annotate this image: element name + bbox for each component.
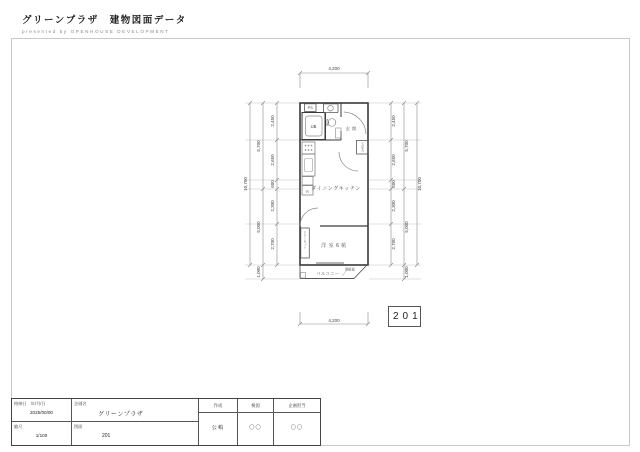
dim-right-balcony: 1,000 xyxy=(404,266,409,278)
dim-left-upper: 5,700 xyxy=(256,140,261,152)
room-label-closet: クローゼット xyxy=(303,231,307,249)
dim-left-seg1: 2,450 xyxy=(270,115,275,127)
partition-leader-line xyxy=(342,271,346,276)
room-label-entrance: 玄関 xyxy=(345,126,359,131)
dim-right-seg5: 2,700 xyxy=(391,238,396,250)
dim-top: 4,200 xyxy=(328,66,340,71)
dim-left-lower: 5,000 xyxy=(256,221,261,233)
room-label-ps: PS xyxy=(307,106,313,111)
dim-left-seg3: 600 xyxy=(270,180,275,188)
dim-bottom: 4,200 xyxy=(328,318,340,323)
stored-date-value: 2025/00/00 xyxy=(30,410,53,415)
room-label-washroom: 洗面 xyxy=(325,119,329,126)
title-block-table xyxy=(11,398,321,446)
balcony-hatch-icon xyxy=(301,273,306,279)
cell-project xyxy=(72,399,199,422)
drawing-value: 201 xyxy=(102,432,111,439)
dim-right-seg1: 2,450 xyxy=(391,115,396,127)
dim-left-seg2: 2,650 xyxy=(270,154,275,166)
checked-header: 検図 xyxy=(238,399,274,413)
room-label-shoe-cabinet: 下足入 xyxy=(360,142,365,152)
cell-drawing xyxy=(72,422,199,445)
dim-left-seg5: 2,700 xyxy=(270,238,275,250)
dim-left-total: 10,700 xyxy=(243,177,248,191)
scale-value: 1/100 xyxy=(35,433,48,438)
room-label-ub: UB xyxy=(310,124,317,129)
room-label-fridge: R xyxy=(306,190,309,194)
created-value: 公嶋 xyxy=(199,413,238,445)
room-label-balcony: バルコニー xyxy=(316,271,340,276)
dim-left-seg4: 2,300 xyxy=(270,200,275,212)
manager-header: 企画担当 xyxy=(274,399,320,413)
cell-scale xyxy=(12,422,72,445)
dim-left-balcony: 1,000 xyxy=(256,266,261,278)
dim-right-seg2: 2,650 xyxy=(391,154,396,166)
page-title: グリーンプラザ 建物図面データ xyxy=(22,15,187,26)
dim-right-seg3: 600 xyxy=(391,180,396,188)
room-label-partition: 隔壁板 xyxy=(345,267,355,272)
cell-stored-date xyxy=(12,399,72,422)
room-label-dining-kitchen: ダイニングキッチン xyxy=(311,186,361,192)
dim-right-total: 10,700 xyxy=(417,177,422,191)
dim-right-lower: 5,000 xyxy=(404,221,409,233)
drawing-label: 図面 xyxy=(74,423,83,429)
page-subtitle: presented by OPENHOUSE DEVELOPMENT xyxy=(22,29,170,34)
stored-date-label: 格納日 年/月/日 xyxy=(14,400,46,406)
checked-value: 〇〇 xyxy=(238,413,274,445)
created-header: 作成 xyxy=(199,399,238,413)
dim-right-upper: 5,700 xyxy=(404,140,409,152)
dim-right-seg4: 2,300 xyxy=(391,200,396,212)
project-label: 企画名 xyxy=(74,400,87,406)
room-label-bedroom: 洋室6帖 xyxy=(321,243,349,249)
scale-label: 縮尺 xyxy=(14,423,23,429)
manager-value: 〇〇 xyxy=(290,425,304,431)
room-number-badge: 201 xyxy=(388,306,421,327)
project-value: グリーンプラザ xyxy=(98,412,144,418)
